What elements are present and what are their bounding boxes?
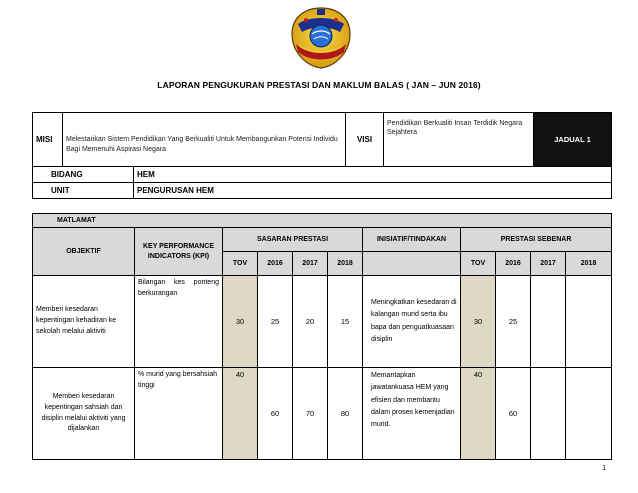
row-sasaran-2017: 70 [293, 368, 328, 460]
kpi-header: KEY PERFORMANCE INDICATORS (KPI) [135, 228, 223, 276]
misi-label: MISI [33, 113, 63, 167]
row-sasaran-2016: 25 [258, 276, 293, 368]
row-sasaran-2017: 20 [293, 276, 328, 368]
sasaran-year-tov: TOV [223, 252, 258, 276]
row-prestasi-2016: 60 [496, 368, 531, 460]
row-sasaran-2018: 15 [328, 276, 363, 368]
sasaran-year-2017: 2017 [293, 252, 328, 276]
row-sasaran-tov: 40 [223, 368, 258, 460]
row-sasaran-tov: 30 [223, 276, 258, 368]
bidang-label: BIDANG [33, 167, 134, 183]
matlamat-header: MATLAMAT [33, 214, 612, 228]
prestasi-year-2018: 2018 [566, 252, 612, 276]
row-objektif: Memberi kesedaran kepentingan sahsiah dan disiplin melalui aktiviti yang dijalankan [33, 368, 135, 460]
school-crest-logo [290, 6, 352, 70]
row-prestasi-2016: 25 [496, 276, 531, 368]
page-number: 1 [602, 465, 606, 472]
objektif-header: OBJEKTIF [33, 228, 135, 276]
info-table [32, 112, 612, 199]
row-kpi: % murid yang bersahsiah tinggi [135, 368, 223, 460]
row-prestasi-2018 [566, 368, 612, 460]
table-row [33, 368, 612, 460]
row-sasaran-2018: 80 [328, 368, 363, 460]
prestasi-year-2016: 2016 [496, 252, 531, 276]
row-inisiatif: Memantapkan jawatankuasa HEM yang efisien dan membantu dalam proses kemenjadian murid. [363, 368, 461, 460]
prestasi-header: PRESTASI SEBENAR [461, 228, 612, 252]
unit-value: PENGURUSAN HEM [134, 183, 612, 199]
misi-text: Melestarikan Sistem Pendidikan Yang Berkualiti Untuk Membangunkan Potensi Individu Bagi Memenuhi Aspirasi Negara [63, 113, 346, 167]
visi-label: VISI [346, 113, 384, 167]
table-row [33, 276, 612, 368]
row-sasaran-2016: 60 [258, 368, 293, 460]
visi-text: Pendidikan Berkualiti Insan Terdidik Negara Sejahtera [384, 113, 534, 167]
sasaran-year-2018: 2018 [328, 252, 363, 276]
bidang-value: HEM [134, 167, 612, 183]
sasaran-header: SASARAN PRESTASI [223, 228, 363, 252]
prestasi-year-2017: 2017 [531, 252, 566, 276]
jadual-badge: JADUAL 1 [534, 113, 612, 167]
report-title: LAPORAN PENGUKURAN PRESTASI DAN MAKLUM BALAS ( JAN – JUN 2016) [157, 80, 481, 90]
unit-label: UNIT [33, 183, 134, 199]
row-prestasi-2018 [566, 276, 612, 368]
sasaran-year-2016: 2016 [258, 252, 293, 276]
row-prestasi-2017 [531, 276, 566, 368]
inisiatif-header: INISIATIF/TINDAKAN [363, 228, 461, 252]
row-kpi: Bilangan kes ponteng berkurangan [135, 276, 223, 368]
inisiatif-subheader [363, 252, 461, 276]
row-prestasi-tov: 40 [461, 368, 496, 460]
prestasi-year-tov: TOV [461, 252, 496, 276]
row-prestasi-2017 [531, 368, 566, 460]
row-objektif: Memberi kesedaran kepentingan kehadiran ke sekolah melalui aktiviti [33, 276, 135, 368]
row-inisiatif: Meningkatkan kesedaran di kalangan murid serta ibu bapa dan penguatkuasaan disiplin [363, 276, 461, 368]
kpi-table [32, 213, 612, 460]
row-prestasi-tov: 30 [461, 276, 496, 368]
